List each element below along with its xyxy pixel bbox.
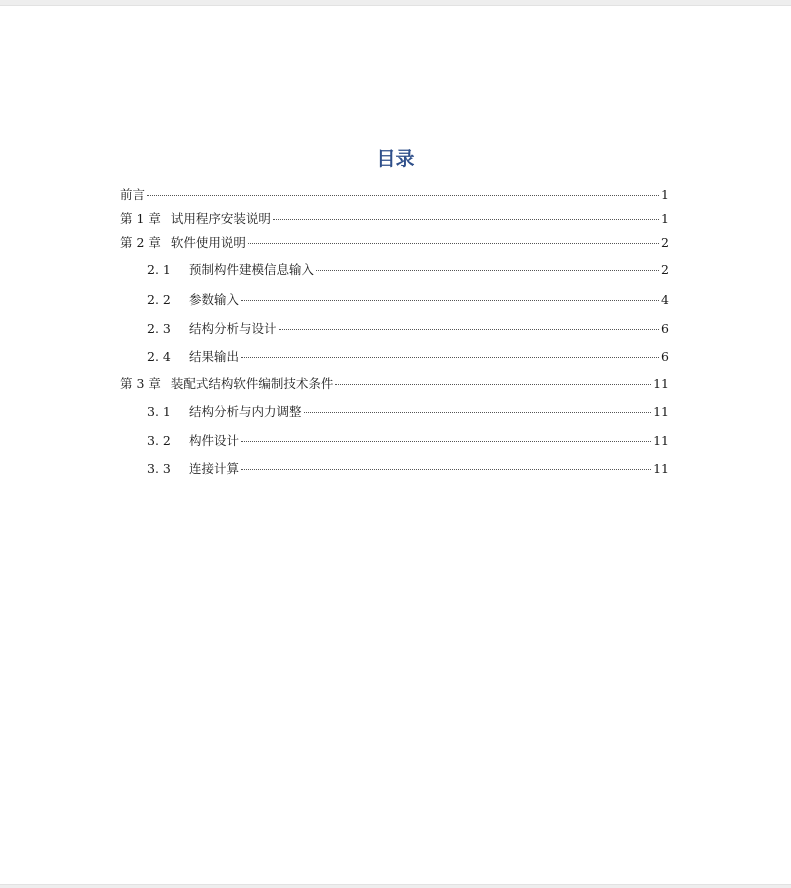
toc-entry-text: 结构分析与内力调整 [189,404,302,419]
toc-entry-section-2-1[interactable] [147,261,669,279]
toc-entry-section-3-1[interactable] [147,403,669,421]
toc-leader-dots [273,219,659,220]
toc-leader-dots [279,329,660,330]
toc-entry-number: 2. 2 [147,292,171,307]
toc-page-number: 6 [661,321,669,336]
toc-leader-dots [248,243,659,244]
toc-entry-number: 3. 3 [147,461,171,476]
toc-leader-dots [335,384,651,385]
toc-entry-text: 软件使用说明 [170,235,246,250]
toc-leader-dots [241,441,651,442]
toc-title: 目录 [376,148,415,170]
toc-entry-section-3-3[interactable] [147,460,669,478]
toc-entry-number: 2. 4 [147,349,171,364]
toc-entry-text: 结果输出 [189,349,240,364]
toc-page-number: 11 [653,404,669,419]
toc-entry-number: 2. 3 [147,321,171,336]
toc-entry-number: 3. 2 [147,433,171,448]
toc-entry-chapter-3[interactable] [120,375,669,393]
toc-page-number: 1 [661,187,669,202]
toc-entry-number: 2. 1 [147,262,171,277]
toc-entry-section-2-4[interactable] [147,348,669,366]
toc-entry-text: 连接计算 [189,461,240,476]
toc-entry-number: 第 1 章 [120,211,161,226]
toc-entry-text: 试用程序安装说明 [170,211,271,226]
toc-leader-dots [304,412,652,413]
toc-leader-dots [147,195,659,196]
toc-leader-dots [241,469,651,470]
toc-entry-section-2-3[interactable] [147,320,669,338]
toc-entry-section-3-2[interactable] [147,432,669,450]
toc-leader-dots [241,300,659,301]
toc-page-number: 6 [661,349,669,364]
toc-page-number: 4 [661,292,669,307]
toc-entry-chapter-1[interactable] [120,210,669,228]
toc-entry-text: 前言 [120,187,146,202]
toc-entry-number: 3. 1 [147,404,171,419]
toc-page-number: 11 [653,433,669,448]
toc-entry-number: 第 3 章 [120,376,161,391]
toc-entry-text: 结构分析与设计 [189,321,277,336]
toc-page-number: 1 [661,211,669,226]
toc-entry-preface[interactable] [120,186,669,204]
toc-page-number: 2 [661,235,669,250]
toc-entry-text: 参数输入 [189,292,240,307]
toc-entry-number: 第 2 章 [120,235,161,250]
toc-entry-text: 构件设计 [189,433,240,448]
toc-leader-dots [316,270,659,271]
toc-entry-text: 装配式结构软件编制技术条件 [170,376,334,391]
toc-page-number: 11 [653,376,669,391]
toc-leader-dots [241,357,659,358]
toc-page-number: 11 [653,461,669,476]
viewer-bottom-edge [0,884,791,888]
toc-entry-chapter-2[interactable] [120,234,669,252]
toc-page-number: 2 [661,262,669,277]
toc-entry-text: 预制构件建模信息输入 [189,262,315,277]
document-page [0,6,791,884]
toc-entry-section-2-2[interactable] [147,291,669,309]
